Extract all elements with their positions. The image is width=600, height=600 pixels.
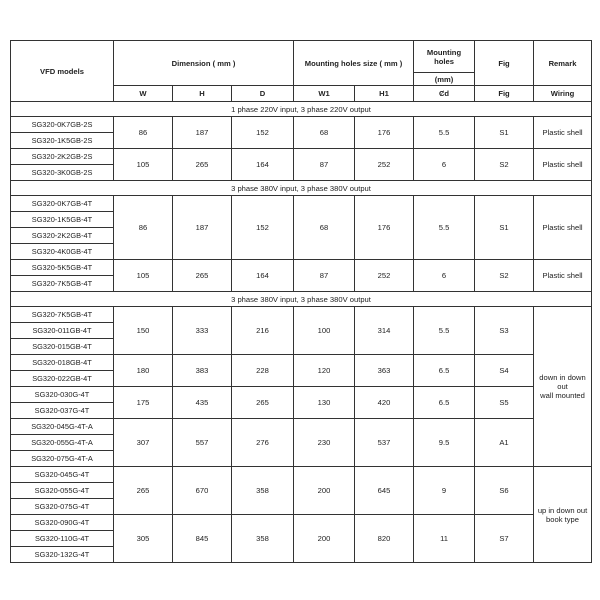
model-cell: SG320-2K2GB-4T <box>11 228 114 244</box>
remark-cell-wall-mounted <box>534 307 592 467</box>
value-w: 86 <box>114 196 173 260</box>
value-d: 164 <box>232 149 294 181</box>
value-h1: 176 <box>355 196 414 260</box>
value-w1: 230 <box>294 419 355 467</box>
remark-cell: Plastic shell <box>534 260 592 292</box>
header-w1: W1 <box>294 86 355 102</box>
value-fig: S5 <box>475 387 534 419</box>
value-w: 305 <box>114 515 173 563</box>
value-cd: 6 <box>414 260 475 292</box>
model-cell: SG320-055G-4T-A <box>11 435 114 451</box>
value-fig: S1 <box>475 196 534 260</box>
value-h1: 537 <box>355 419 414 467</box>
header-dimension: Dimension ( mm ) <box>114 41 294 86</box>
model-cell: SG320-015GB-4T <box>11 339 114 355</box>
header-mounting-size: Mounting holes size ( mm ) <box>294 41 414 86</box>
model-cell: SG320-2K2GB-2S <box>11 149 114 165</box>
value-cd: 9 <box>414 467 475 515</box>
value-cd: 5.5 <box>414 196 475 260</box>
header-fig: Fig <box>475 41 534 86</box>
model-cell: SG320-3K0GB-2S <box>11 165 114 181</box>
model-cell: SG320-132G-4T <box>11 547 114 563</box>
value-h1: 820 <box>355 515 414 563</box>
value-h: 187 <box>173 196 232 260</box>
value-d: 164 <box>232 260 294 292</box>
model-cell: SG320-0K7GB-2S <box>11 117 114 133</box>
model-cell: SG320-018GB-4T <box>11 355 114 371</box>
section-heading: 3 phase 380V input, 3 phase 380V output <box>11 292 592 307</box>
value-w1: 100 <box>294 307 355 355</box>
model-cell: SG320-1K5GB-2S <box>11 133 114 149</box>
model-cell: SG320-090G-4T <box>11 515 114 531</box>
header-mounting-holes <box>414 41 475 73</box>
value-h: 187 <box>173 117 232 149</box>
value-w: 150 <box>114 307 173 355</box>
remark-line: out <box>557 382 568 391</box>
value-cd: 11 <box>414 515 475 563</box>
model-cell: SG320-045G-4T <box>11 467 114 483</box>
section-heading: 3 phase 380V input, 3 phase 380V output <box>11 181 592 196</box>
value-h1: 252 <box>355 149 414 181</box>
remark-line: down in down <box>539 373 586 382</box>
value-w1: 200 <box>294 467 355 515</box>
header-fig-2: Fig <box>475 86 534 102</box>
model-cell: SG320-0K7GB-4T <box>11 196 114 212</box>
model-cell: SG320-5K5GB-4T <box>11 260 114 276</box>
value-d: 216 <box>232 307 294 355</box>
value-h: 265 <box>173 260 232 292</box>
header-h1: H1 <box>355 86 414 102</box>
model-cell: SG320-1K5GB-4T <box>11 212 114 228</box>
header-mounting-unit: (mm) <box>414 73 475 86</box>
value-h: 670 <box>173 467 232 515</box>
model-cell: SG320-022GB-4T <box>11 371 114 387</box>
value-w: 180 <box>114 355 173 387</box>
value-d: 152 <box>232 117 294 149</box>
value-d: 358 <box>232 467 294 515</box>
value-w: 105 <box>114 260 173 292</box>
value-d: 152 <box>232 196 294 260</box>
value-h1: 314 <box>355 307 414 355</box>
remark-cell: Plastic shell <box>534 149 592 181</box>
value-fig: S3 <box>475 307 534 355</box>
value-h: 845 <box>173 515 232 563</box>
model-cell: SG320-110G-4T <box>11 531 114 547</box>
model-cell: SG320-037G-4T <box>11 403 114 419</box>
value-h1: 420 <box>355 387 414 419</box>
value-cd: 6.5 <box>414 355 475 387</box>
header-w: W <box>114 86 173 102</box>
value-w: 175 <box>114 387 173 419</box>
value-w: 265 <box>114 467 173 515</box>
model-cell: SG320-4K0GB-4T <box>11 244 114 260</box>
value-fig: S1 <box>475 117 534 149</box>
value-h1: 252 <box>355 260 414 292</box>
value-w: 105 <box>114 149 173 181</box>
value-d: 265 <box>232 387 294 419</box>
header-d: D <box>232 86 294 102</box>
value-h: 333 <box>173 307 232 355</box>
header-cd: Ȼd <box>414 86 475 102</box>
value-w: 307 <box>114 419 173 467</box>
remark-cell: Plastic shell <box>534 196 592 260</box>
value-d: 358 <box>232 515 294 563</box>
value-h1: 363 <box>355 355 414 387</box>
value-w1: 87 <box>294 260 355 292</box>
value-cd: 5.5 <box>414 117 475 149</box>
model-cell: SG320-7K5GB-4T <box>11 276 114 292</box>
value-fig: S6 <box>475 467 534 515</box>
header-wiring: Wiring <box>534 86 592 102</box>
value-w1: 68 <box>294 196 355 260</box>
value-fig: S4 <box>475 355 534 387</box>
remark-cell-book-type <box>534 467 592 563</box>
model-cell: SG320-030G-4T <box>11 387 114 403</box>
value-h: 383 <box>173 355 232 387</box>
value-h: 265 <box>173 149 232 181</box>
model-cell: SG320-075G-4T-A <box>11 451 114 467</box>
model-cell: SG320-055G-4T <box>11 483 114 499</box>
value-h: 435 <box>173 387 232 419</box>
value-fig: S2 <box>475 260 534 292</box>
value-fig: A1 <box>475 419 534 467</box>
value-w: 86 <box>114 117 173 149</box>
header-remark: Remark <box>534 41 592 86</box>
value-d: 228 <box>232 355 294 387</box>
model-cell: SG320-045G-4T-A <box>11 419 114 435</box>
remark-line: wall mounted <box>540 391 585 400</box>
value-d: 276 <box>232 419 294 467</box>
value-w1: 87 <box>294 149 355 181</box>
value-cd: 6 <box>414 149 475 181</box>
header-models: VFD models <box>11 41 114 102</box>
value-w1: 68 <box>294 117 355 149</box>
value-w1: 120 <box>294 355 355 387</box>
section-heading: 1 phase 220V input, 3 phase 220V output <box>11 102 592 117</box>
value-h: 557 <box>173 419 232 467</box>
value-cd: 9.5 <box>414 419 475 467</box>
value-cd: 6.5 <box>414 387 475 419</box>
value-w1: 200 <box>294 515 355 563</box>
value-h1: 176 <box>355 117 414 149</box>
header-mounting-holes-line1: Mounting <box>426 47 462 57</box>
header-mounting-holes-line2: holes <box>434 56 454 66</box>
value-w1: 130 <box>294 387 355 419</box>
value-cd: 5.5 <box>414 307 475 355</box>
vfd-dimensions-table <box>10 40 592 563</box>
model-cell: SG320-7K5GB-4T <box>11 307 114 323</box>
model-cell: SG320-075G-4T <box>11 499 114 515</box>
header-h: H <box>173 86 232 102</box>
remark-line: book type <box>546 514 579 524</box>
remark-line: up in down out <box>537 505 588 515</box>
model-cell: SG320-011GB-4T <box>11 323 114 339</box>
remark-cell: Plastic shell <box>534 117 592 149</box>
value-fig: S2 <box>475 149 534 181</box>
value-fig: S7 <box>475 515 534 563</box>
value-h1: 645 <box>355 467 414 515</box>
